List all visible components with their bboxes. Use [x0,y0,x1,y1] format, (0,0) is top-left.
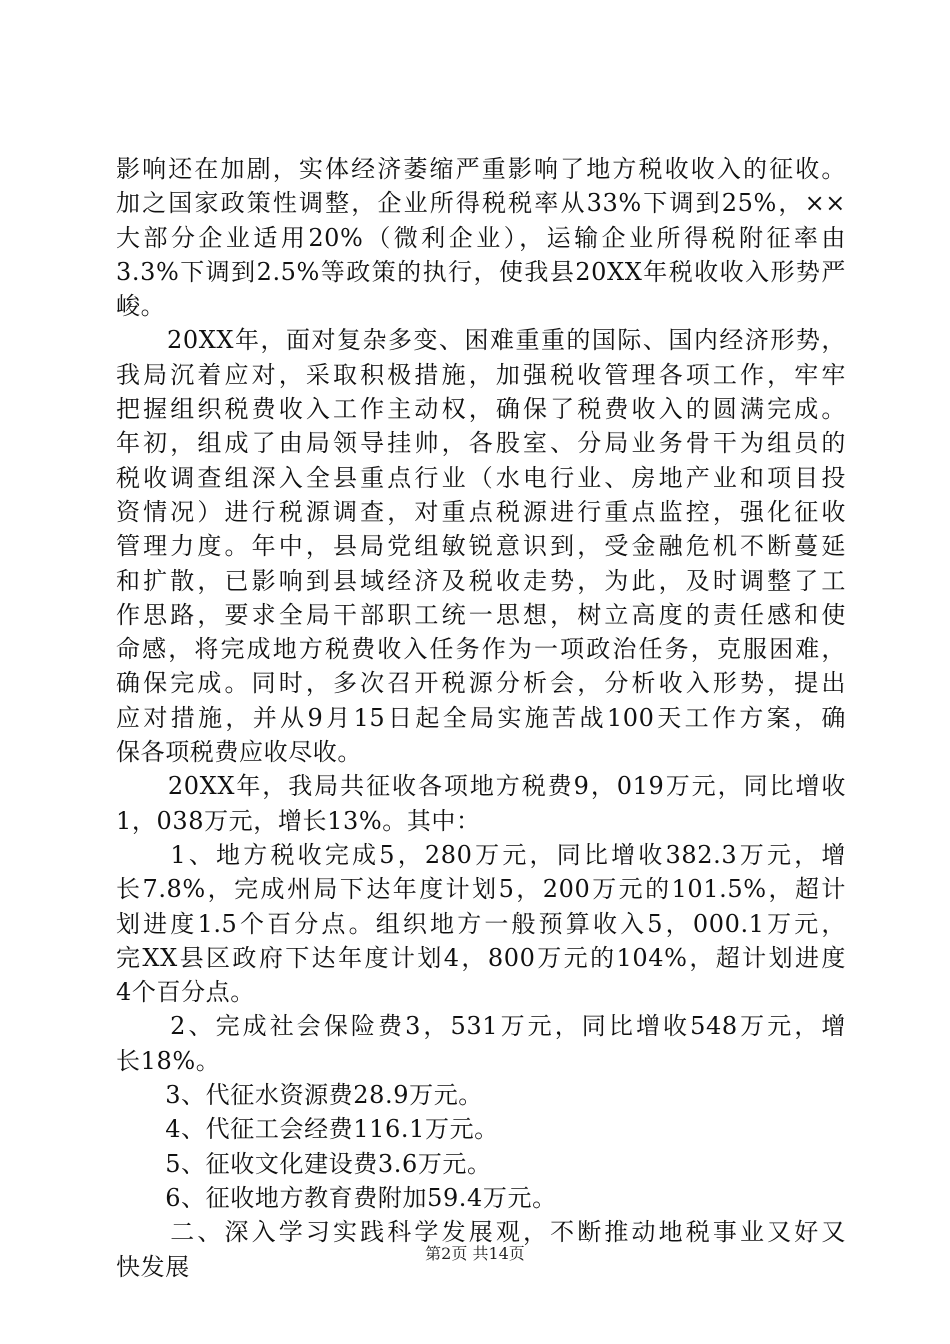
text-line: 长7.8%，完成州局下达年度计划5，200万元的101.5%，超计 [116,875,846,904]
text-line: 完XX县区政府下达年度计划4，800万元的104%，超计划进度 [116,943,846,972]
text-line: 加之国家政策性调整，企业所得税税率从33%下调到25%，×× [116,189,846,218]
text-line: 应对措施，并从9月15日起全局实施苦战100天工作方案，确 [116,703,846,732]
page-number-footer: 第2页 共14页 [425,1244,525,1263]
text-line: 资情况）进行税源调查，对重点税源进行重点监控，强化征收 [116,497,846,526]
text-line: 保各项税费应收尽收。 [116,738,362,767]
text-line: 3.3%下调到2.5%等政策的执行，使我县20XX年税收收入形势严 [116,257,846,286]
text-line: 作思路，要求全局干部职工统一思想，树立高度的责任感和使 [116,600,846,629]
text-line: 1，038万元，增长13%。其中： [116,806,481,835]
text-line: 把握组织税费收入工作主动权，确保了税费收入的圆满完成。 [116,395,846,424]
text-line: 2、完成社会保险费3，531万元，同比增收548万元，增 [116,1012,846,1041]
text-line: 20XX年，我局共征收各项地方税费9，019万元，同比增收 [116,772,846,801]
text-line: 4、代征工会经费116.1万元。 [116,1115,499,1144]
text-line: 命感，将完成地方税费收入任务作为一项政治任务，克服困难， [116,635,846,664]
text-line: 5、征收文化建设费3.6万元。 [116,1149,492,1178]
text-line: 和扩散，已影响到县域经济及税收走势，为此，及时调整了工 [116,566,846,595]
text-line: 峻。 [116,292,166,321]
text-line: 长18%。 [116,1046,221,1075]
text-line: 二、深入学习实践科学发展观，不断推动地税事业又好又 [116,1218,846,1247]
text-line: 税收调查组深入全县重点行业（水电行业、房地产业和项目投 [116,463,846,492]
text-line: 3、代征水资源费28.9万元。 [116,1081,483,1110]
text-line: 年初，组成了由局领导挂帅，各股室、分局业务骨干为组员的 [116,429,846,458]
text-line: 我局沉着应对，采取积极措施，加强税收管理各项工作，牢牢 [116,360,846,389]
text-line: 确保完成。同时，多次召开税源分析会，分析收入形势，提出 [116,669,846,698]
text-line: 快发展 [116,1252,190,1281]
text-line: 20XX年，面对复杂多变、困难重重的国际、国内经济形势， [116,326,846,355]
text-line: 6、征收地方教育费附加59.4万元。 [116,1183,557,1212]
text-line: 大部分企业适用20%（微利企业），运输企业所得税附征率由 [116,223,846,252]
text-line: 1、地方税收完成5，280万元，同比增收382.3万元，增 [116,840,846,869]
body-text [116,152,846,1284]
text-line: 4个百分点。 [116,978,255,1007]
text-line: 影响还在加剧，实体经济萎缩严重影响了地方税收收入的征收。 [116,155,846,183]
text-line: 划进度1.5个百分点。组织地方一般预算收入5，000.1万元， [116,909,846,938]
text-line: 管理力度。年中，县局党组敏锐意识到，受金融危机不断蔓延 [116,532,846,561]
